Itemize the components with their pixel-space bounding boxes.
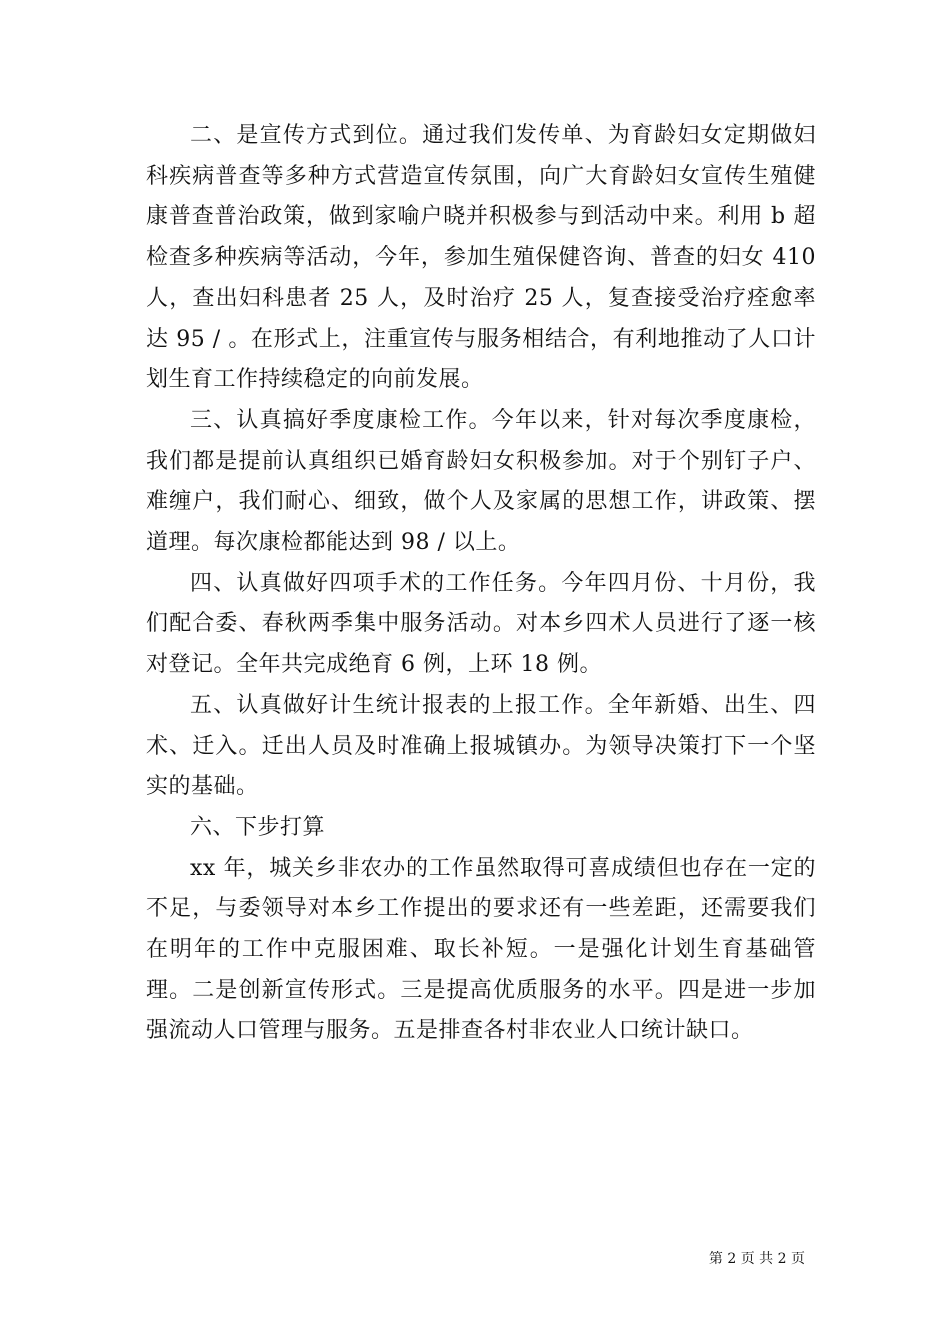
document-body — [146, 116, 816, 1052]
paragraph-publicity: 二、是宣传方式到位。通过我们发传单、为育龄妇女定期做妇科疾病普查等多种方式营造宣传氛围，向广大育龄妇女宣传生殖健康普查普治政策，做到家喻户晓并积极参与到活动中来。利用 b 超检查多种疾病等活动，今年，参加生殖保健咨询、普查的妇女 410 人，查出妇科患者 25 人，及时治疗 25 人，复查接受治疗痊愈率达 95 / 。在形式上，注重宣传与服务相结合，有利地推动了人口计划生育工作持续稳定的向前发展。 — [146, 123, 816, 393]
page-number: 第 2 页 共 2 页 — [708, 1251, 805, 1267]
section-heading-next-steps: 六、下步打算 — [190, 814, 326, 840]
paragraph-statistics-report: 五、认真做好计生统计报表的上报工作。全年新婚、出生、四术、迁入。迁出人员及时准确上报城镇办。为领导决策打下一个坚实的基础。 — [146, 692, 816, 800]
paragraph-surgery-tasks: 四、认真做好四项手术的工作任务。今年四月份、十月份，我们配合委、春秋两季集中服务活动。对本乡四术人员进行了逐一核对登记。全年共完成绝育 6 例，上环 18 例。 — [146, 570, 816, 678]
paragraph-next-year-plan: xx 年，城关乡非农办的工作虽然取得可喜成绩但也存在一定的不足，与委领导对本乡工作提出的要求还有一些差距，还需要我们在明年的工作中克服困难、取长补短。一是强化计划生育基础管理。二是创新宣传形式。三是提高优质服务的水平。四是进一步加强流动人口管理与服务。五是排查各村非农业人口统计缺口。 — [146, 855, 816, 1044]
paragraph-quarterly-checkup: 三、认真搞好季度康检工作。今年以来，针对每次季度康检，我们都是提前认真组织已婚育龄妇女积极参加。对于个别钉子户、难缠户，我们耐心、细致，做个人及家属的思想工作，讲政策、摆道理。每次康检都能达到 98 / 以上。 — [146, 407, 816, 556]
